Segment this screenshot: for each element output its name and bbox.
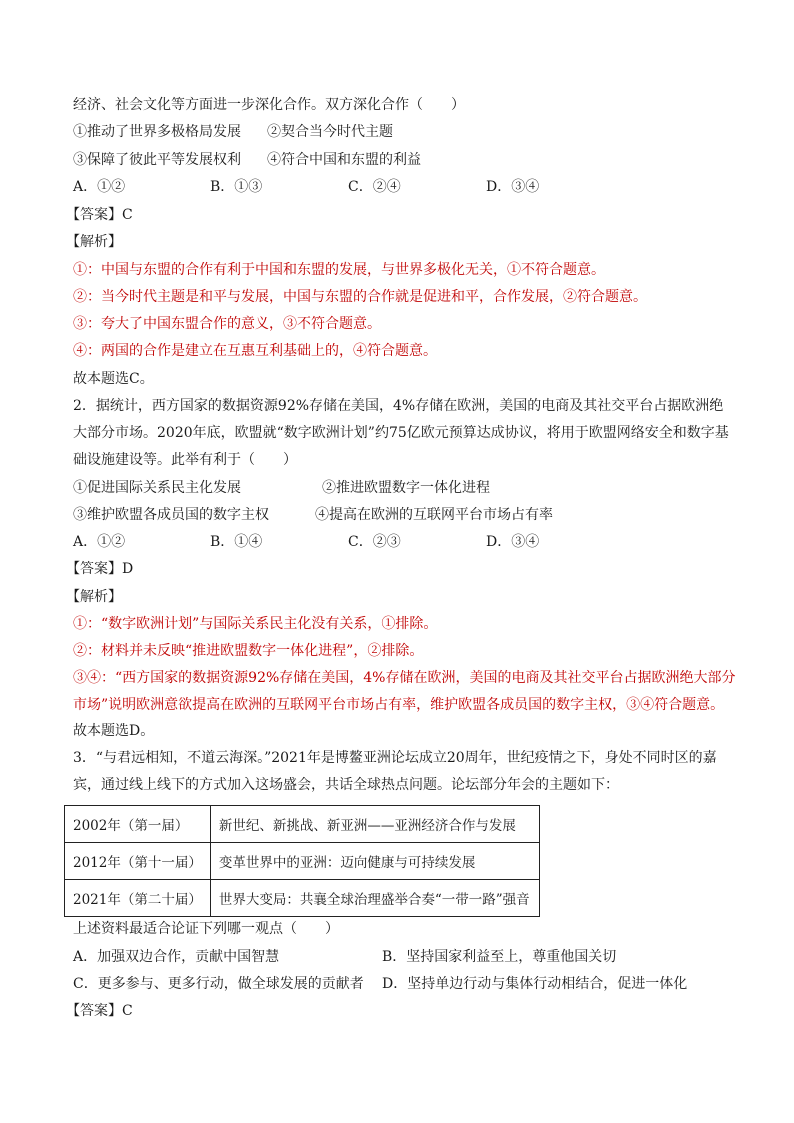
q2-option-3: ③维护欧盟各成员国的数字主权: [73, 507, 269, 523]
q1-conclusion: 故本题选C。: [73, 371, 154, 387]
q2-analysis-1: ①：“数字欧洲计划”与国际关系民主化没有关系，①排除。: [73, 616, 438, 632]
table-cell-year: 2021年（第二十届）: [65, 880, 211, 917]
q1-analysis-2: ②：当今时代主题是和平与发展，中国与东盟的合作就是促进和平，合作发展，②符合题意。: [73, 289, 647, 305]
q3-choice-d: D．坚持单边行动与集体行动相结合，促进一体化: [382, 976, 688, 992]
forum-themes-table: [64, 805, 540, 917]
q2-choice-a: A．①②: [73, 534, 126, 550]
q2-choice-d: D．③④: [486, 534, 540, 550]
q1-option-4: ④符合中国和东盟的利益: [267, 152, 421, 168]
table-cell-theme: 新世纪、新挑战、新亚洲——亚洲经济合作与发展: [210, 806, 539, 843]
q1-choice-c: C．②④: [348, 179, 401, 195]
q3-choice-c: C．更多参与、更多行动，做全球发展的贡献者: [73, 976, 364, 992]
q2-stem-1: 2．据统计，西方国家的数据资源92%存储在美国，4%存储在欧洲，美国的电商及其社交平台占据欧洲绝: [73, 398, 724, 414]
q3-stem-2: 宾，通过线上线下的方式加入这场盛会，共话全球热点问题。论坛部分年会的主题如下：: [73, 777, 619, 793]
table-row: [65, 843, 540, 880]
q2-stem-2: 大部分市场。2020年底，欧盟就“数字欧洲计划”约75亿欧元预算达成协议，将用于欧盟网络安全和数字基: [73, 425, 729, 441]
q1-choice-d: D．③④: [486, 179, 540, 195]
q1-answer: 【答案】C: [66, 207, 133, 223]
q3-stem-1: 3．“与君远相知，不道云海深。”2021年是博鳌亚洲论坛成立20周年，世纪疫情之下，身处不同时区的嘉: [73, 750, 717, 766]
q1-choice-b: B．①③: [210, 179, 263, 195]
q2-option-2: ②推进欧盟数字一体化进程: [322, 480, 490, 496]
q3-question: 上述资料最适合论证下列哪一观点（ ）: [73, 921, 339, 937]
q1-analysis-1: ①：中国与东盟的合作有利于中国和东盟的发展，与世界多极化无关，①不符合题意。: [73, 262, 605, 278]
q2-conclusion: 故本题选D。: [73, 723, 155, 739]
q1-option-3: ③保障了彼此平等发展权利: [73, 152, 241, 168]
table-cell-year: 2012年（第十一届）: [65, 843, 211, 880]
q3-choice-b: B．坚持国家利益至上，尊重他国关切: [382, 949, 617, 965]
q1-option-2: ②契合当今时代主题: [267, 124, 393, 140]
table-cell-theme: 世界大变局：共襄全球治理盛举合奏“一带一路”强音: [210, 880, 539, 917]
q1-option-1: ①推动了世界多极格局发展: [73, 124, 241, 140]
q2-analysis-heading: 【解析】: [66, 589, 122, 605]
q2-choice-c: C．②③: [348, 534, 401, 550]
q1-choice-a: A．①②: [73, 179, 126, 195]
table-cell-year: 2002年（第一届）: [65, 806, 211, 843]
q2-analysis-2: ②：材料并未反映“推进欧盟数字一体化进程”，②排除。: [73, 643, 424, 659]
q2-option-1: ①促进国际关系民主化发展: [73, 480, 241, 496]
q2-option-4: ④提高在欧洲的互联网平台市场占有率: [315, 507, 553, 523]
q2-answer: 【答案】D: [66, 561, 134, 577]
table-row: [65, 880, 540, 917]
table-cell-theme: 变革世界中的亚洲：迈向健康与可持续发展: [210, 843, 539, 880]
table-row: [65, 806, 540, 843]
question1-stem-tail: 经济、社会文化等方面进一步深化合作。双方深化合作（ ）: [73, 97, 465, 113]
q2-analysis-4: 市场”说明欧洲意欲提高在欧洲的互联网平台市场占有率，维护欧盟各成员国的数字主权，③④符合题意。: [73, 697, 725, 713]
q1-analysis-4: ④：两国的合作是建立在互惠互利基础上的，④符合题意。: [73, 343, 437, 359]
q1-analysis-heading: 【解析】: [66, 234, 122, 250]
q1-analysis-3: ③：夸大了中国东盟合作的意义，③不符合题意。: [73, 316, 381, 332]
q3-answer: 【答案】C: [66, 1003, 133, 1019]
q2-choice-b: B．①④: [210, 534, 263, 550]
q2-stem-3: 础设施建设等。此举有利于（ ）: [73, 452, 297, 468]
q2-analysis-3: ③④：“西方国家的数据资源92%存储在美国，4%存储在欧洲，美国的电商及其社交平台占据欧洲绝大部分: [73, 670, 736, 686]
q3-choice-a: A．加强双边合作，贡献中国智慧: [73, 949, 280, 965]
